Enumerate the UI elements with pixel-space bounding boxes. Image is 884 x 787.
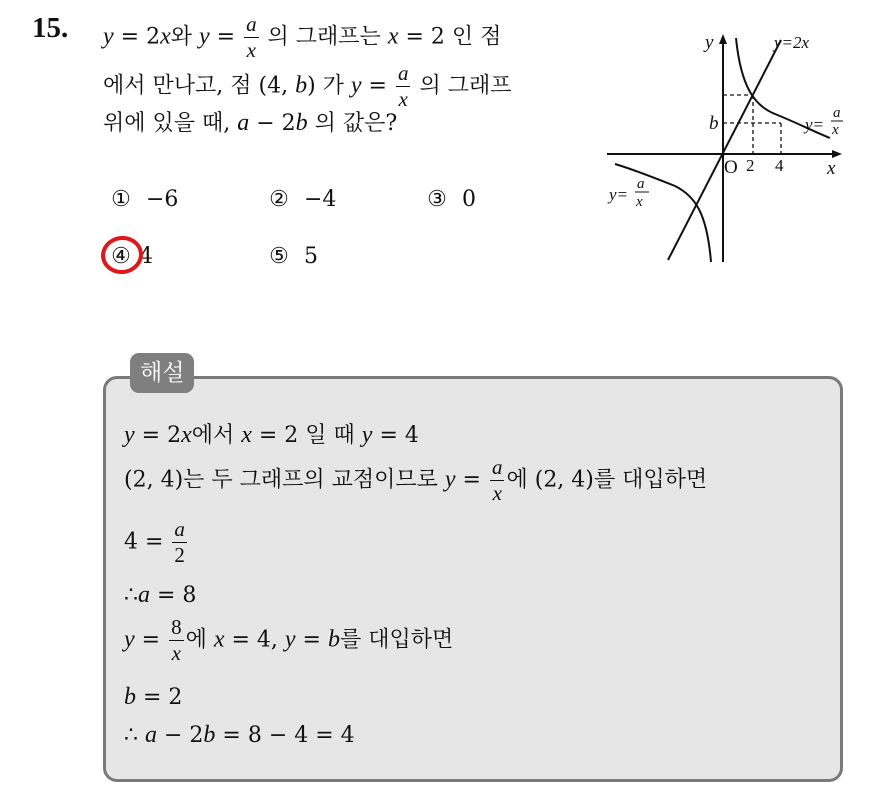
solution-line-2: (2, 4)는 두 그래프의 교점이므로 y = $\frac{a}{x}$ 에 (2, 4)를 대입하면 bbox=[124, 455, 708, 505]
option-value: −6 bbox=[146, 187, 179, 212]
question-line-3: 위에 있을 때, a − 2b 의 값은? bbox=[103, 110, 398, 136]
option-value: 4 bbox=[139, 244, 153, 269]
solution-line-5: y = $\frac{8}{x}$ 에 x = 4, y = b를 대입하면 bbox=[124, 615, 454, 665]
solution-line-3: 4 = $\frac{a}{2}$ bbox=[124, 517, 185, 567]
solution-line-7: ∴ a − 2b = 8 − 4 = 4 bbox=[124, 722, 355, 748]
y-axis-label: y bbox=[705, 32, 714, 53]
fraction-a-over-x: $\frac{a}{x}$ bbox=[246, 12, 257, 62]
question-number: 15. bbox=[32, 12, 69, 44]
tick-2-label: 2 bbox=[746, 156, 755, 175]
x-axis-arrow-icon bbox=[832, 150, 842, 158]
option-value: 0 bbox=[462, 187, 476, 212]
fraction-8-over-x: $\frac{8}{x}$ bbox=[171, 615, 182, 665]
option-1[interactable] bbox=[110, 187, 178, 212]
hyperbola-label-y: y= bbox=[609, 185, 629, 204]
x-axis-label: x bbox=[827, 158, 836, 179]
solution-line-1: y = 2x에서 x = 2 일 때 y = 4 bbox=[124, 422, 419, 448]
option-mark: ① bbox=[111, 187, 131, 212]
hyperbola-q3 bbox=[615, 164, 711, 262]
origin-label: O bbox=[724, 157, 738, 178]
graph-figure bbox=[605, 28, 845, 268]
option-value: −4 bbox=[304, 187, 337, 212]
tick-4-label: 4 bbox=[775, 156, 784, 175]
solution-tag: 해설 bbox=[130, 353, 194, 393]
hyperbola-label-y: y= bbox=[805, 115, 825, 134]
option-mark: ⑤ bbox=[269, 244, 289, 269]
fraction-a-over-x: $\frac{a}{x}$ bbox=[397, 61, 409, 111]
option-mark: ③ bbox=[427, 187, 447, 212]
line-label: y=2x bbox=[774, 33, 810, 52]
option-mark: ④ bbox=[111, 244, 131, 269]
answer-circle-mark bbox=[99, 233, 146, 276]
hyperbola-label-num: a bbox=[637, 176, 645, 192]
hyperbola-label-den: x bbox=[832, 122, 839, 138]
hyperbola-label-num: a bbox=[833, 105, 841, 121]
solution-line-6: b = 2 bbox=[124, 684, 183, 710]
option-2[interactable] bbox=[268, 187, 336, 212]
option-mark: ② bbox=[269, 187, 289, 212]
question-line-1: y = 2x와 y = $\frac{a}{x}$ 의 그래프는 x = 2 인 점 bbox=[103, 12, 502, 62]
y-axis-arrow-icon bbox=[719, 34, 727, 44]
option-value: 5 bbox=[304, 244, 318, 269]
fraction-a-over-2: $\frac{a}{2}$ bbox=[174, 517, 185, 567]
fraction-a-over-x: $\frac{a}{x}$ bbox=[491, 455, 503, 505]
question-line-2: 에서 만나고, 점 (4, b) 가 y = $\frac{a}{x}$ 의 그래프 bbox=[103, 61, 512, 111]
hyperbola-label-den: x bbox=[636, 194, 643, 210]
option-5[interactable] bbox=[268, 244, 318, 269]
line-y-2x bbox=[668, 40, 781, 260]
solution-line-4: ∴a = 8 bbox=[124, 582, 197, 608]
option-3[interactable] bbox=[426, 187, 476, 212]
tick-b-label: b bbox=[709, 113, 719, 134]
